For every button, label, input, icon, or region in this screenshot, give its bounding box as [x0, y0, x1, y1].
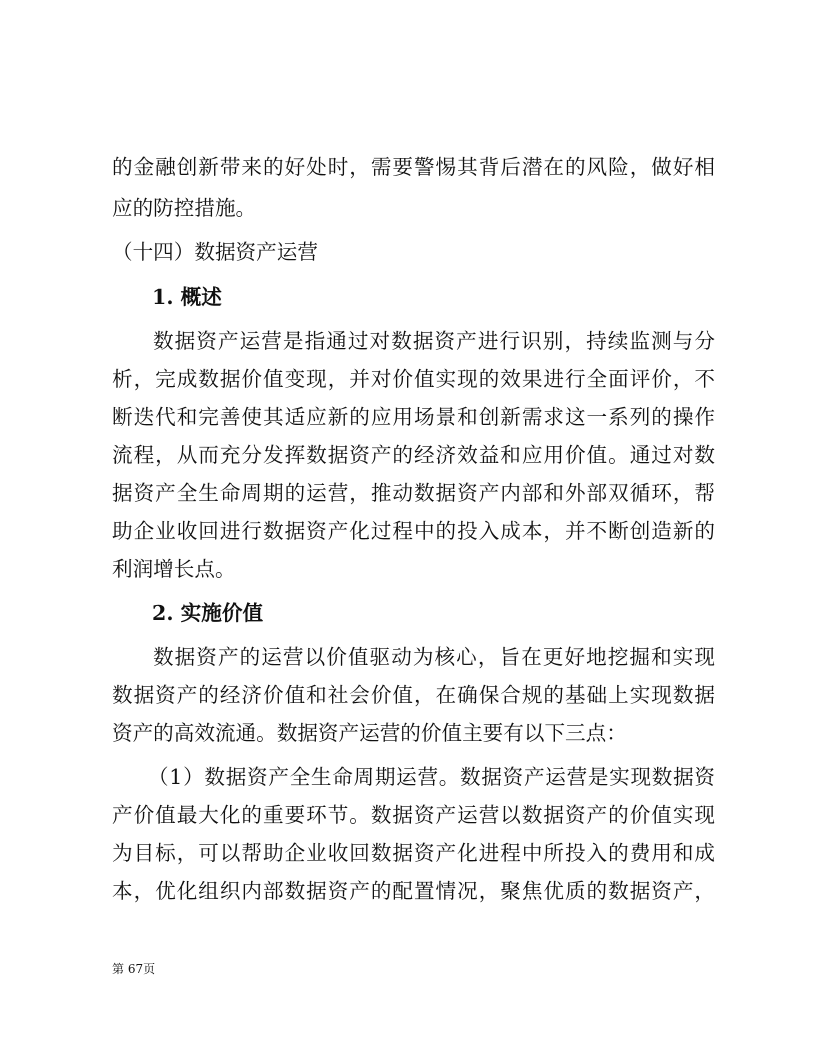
paragraph-line: 产价值最大化的重要环节。数据资产运营以数据资产的价值实现 [112, 803, 715, 827]
paragraph-line: 数据资产的运营以价值驱动为核心，旨在更好地挖掘和实现 [153, 645, 715, 669]
paragraph-line: 资产的高效流通。数据资产运营的价值主要有以下三点： [112, 721, 627, 745]
paragraph-line: 为目标，可以帮助企业收回数据资产化进程中所投入的费用和成 [112, 841, 715, 865]
paragraph-line: 数据资产的经济价值和社会价值，在确保合规的基础上实现数据 [112, 683, 715, 707]
paragraph-line: 的金融创新带来的好处时，需要警惕其背后潜在的风险，做好相 [112, 155, 715, 179]
page-number: 第 67页 [112, 962, 156, 976]
section-heading: （十四）数据资产运营 [112, 240, 318, 264]
paragraph-line: （1）数据资产全生命周期运营。数据资产运营是实现数据资 [148, 765, 715, 789]
subsection-heading: 2. 实施价值 [152, 601, 264, 625]
paragraph-line: 据资产全生命周期的运营，推动数据资产内部和外部双循环，帮 [112, 481, 715, 505]
paragraph-line: 本，优化组织内部数据资产的配置情况，聚焦优质的数据资产， [112, 879, 715, 903]
paragraph-line: 利润增长点。 [112, 557, 236, 581]
paragraph-line: 应的防控措施。 [112, 196, 257, 220]
subsection-heading: 1. 概述 [152, 285, 222, 309]
paragraph-line: 析，完成数据价值变现，并对价值实现的效果进行全面评价，不 [112, 367, 715, 391]
paragraph-line: 流程，从而充分发挥数据资产的经济效益和应用价值。通过对数 [112, 443, 715, 467]
paragraph-line: 助企业收回进行数据资产化过程中的投入成本，并不断创造新的 [112, 519, 715, 543]
paragraph-line: 断迭代和完善使其适应新的应用场景和创新需求这一系列的操作 [112, 405, 715, 429]
paragraph-line: 数据资产运营是指通过对数据资产进行识别，持续监测与分 [153, 329, 715, 353]
